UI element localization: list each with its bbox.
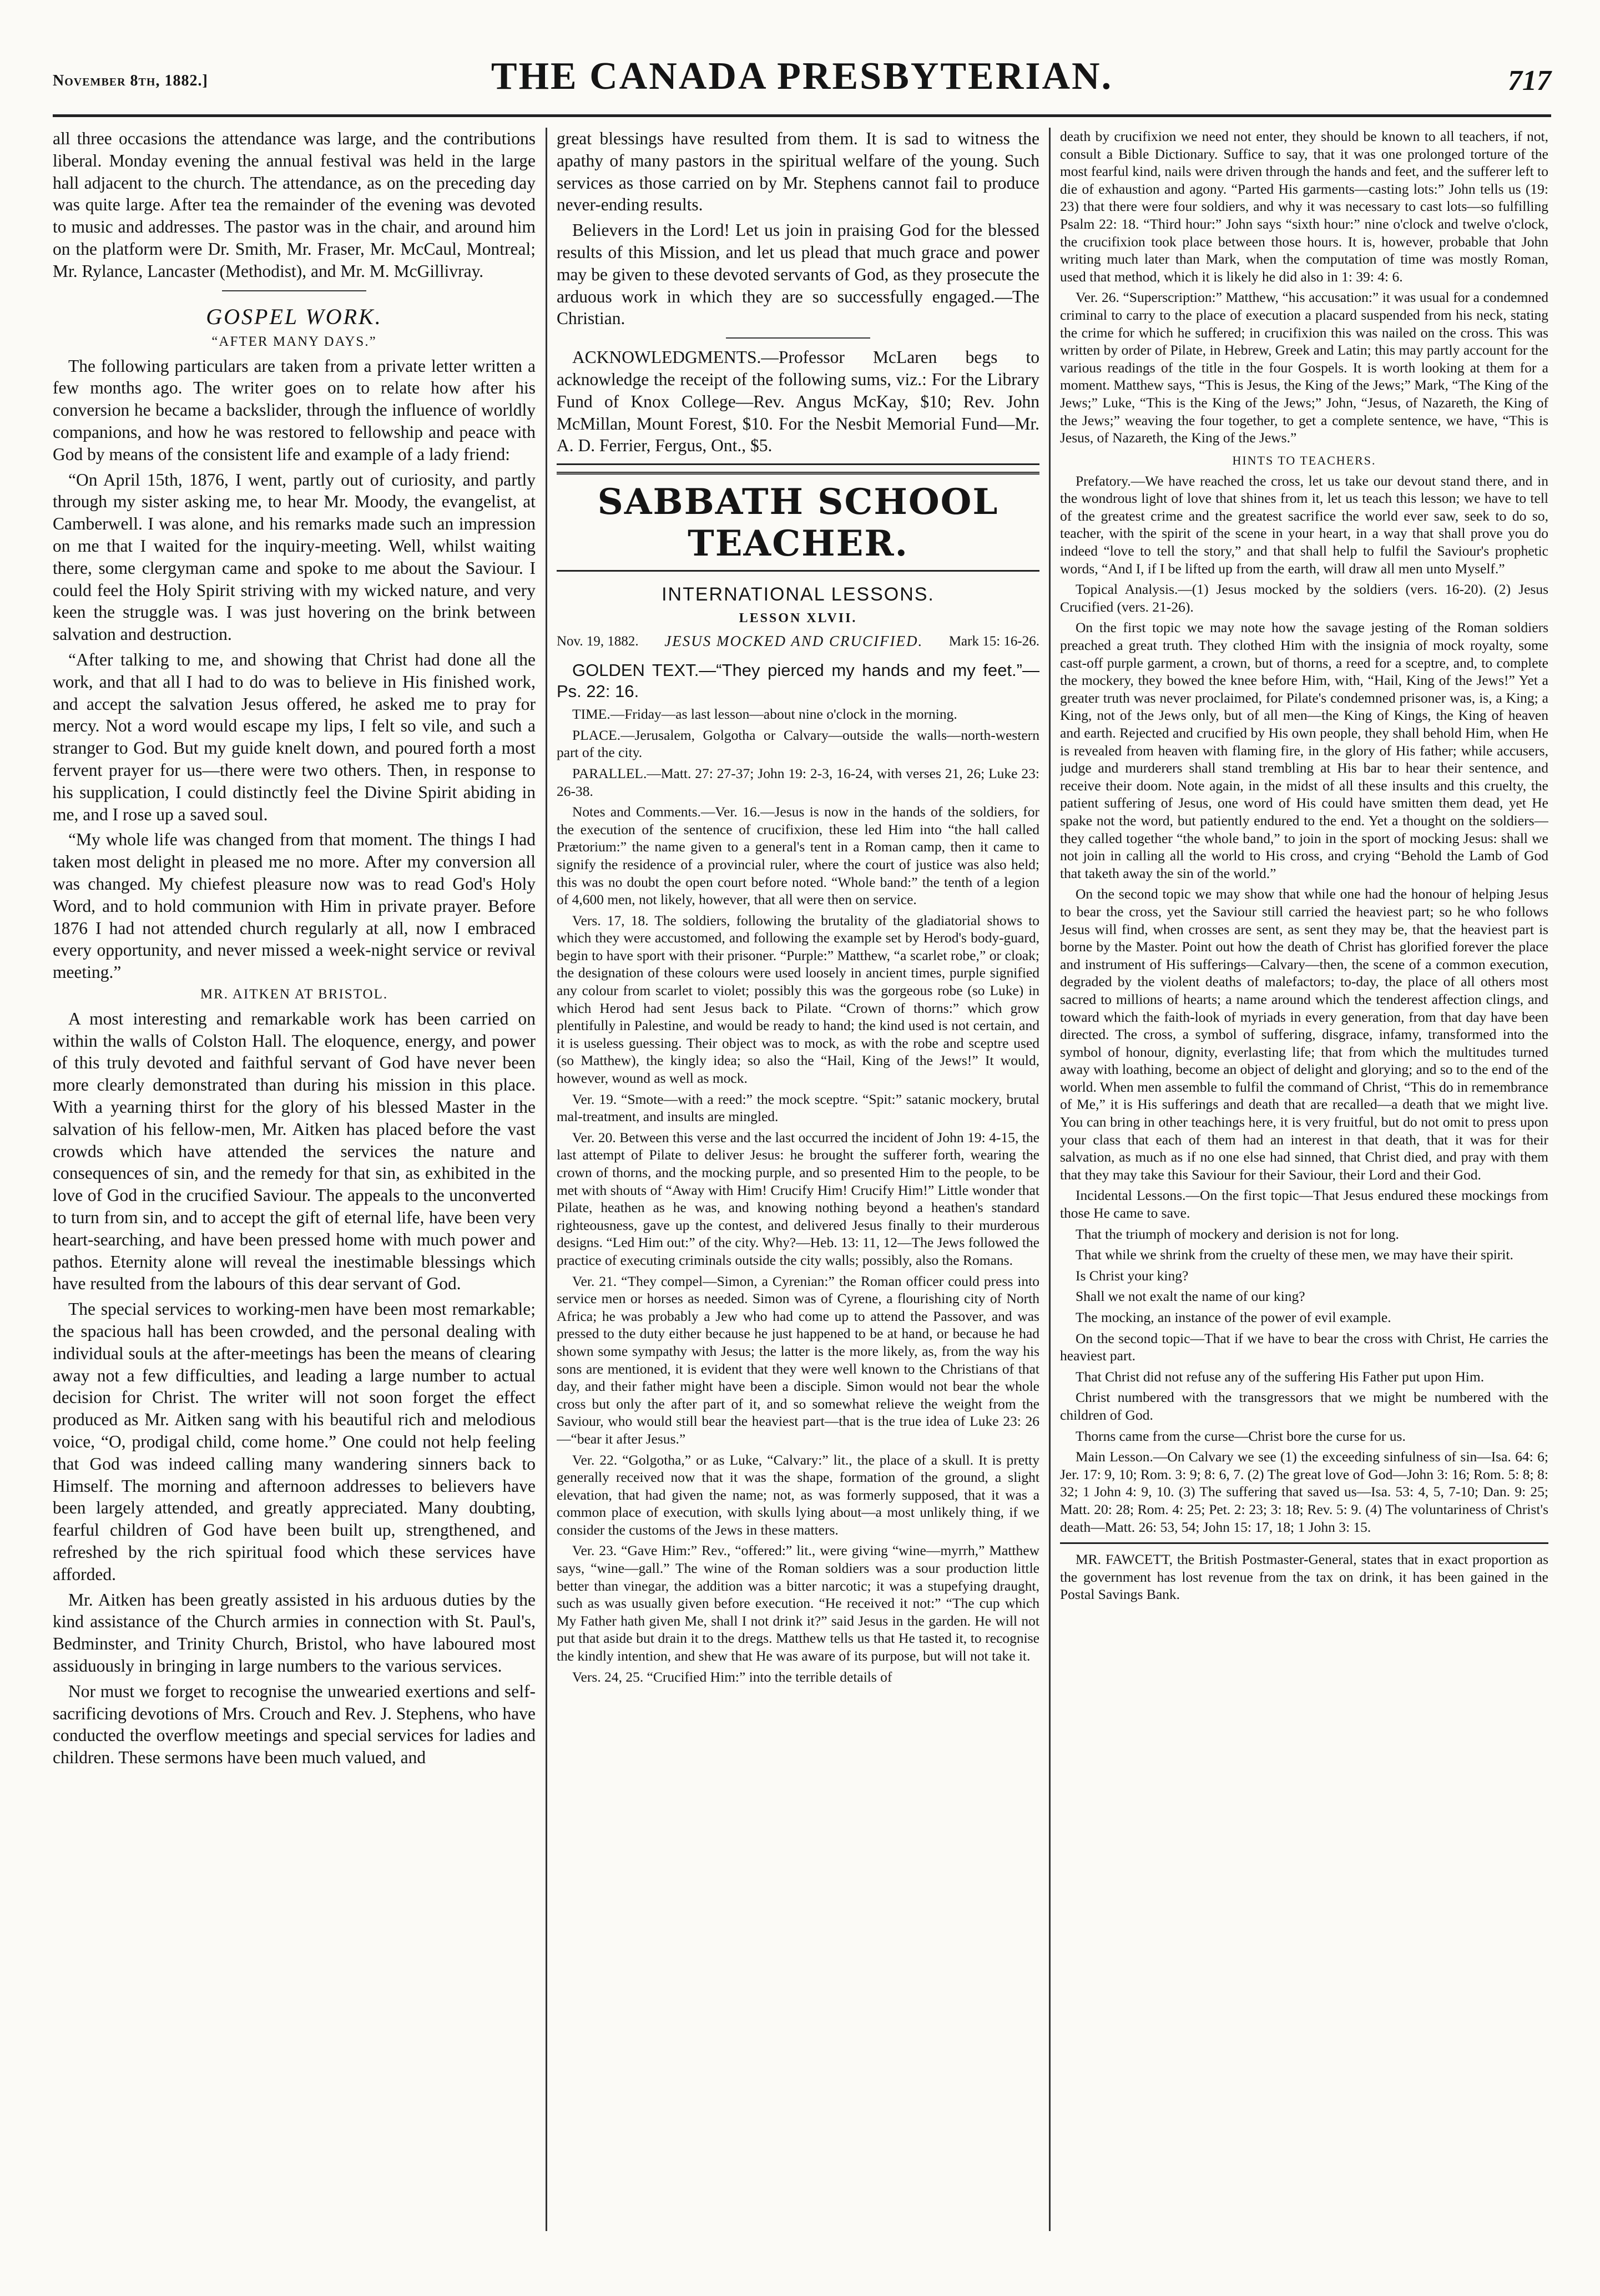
lesson-number: LESSON XLVII. [739,611,857,626]
paragraph: Nor must we forget to recognise the unwearied exertions and self-sacrificing devotions of Mrs. Crouch and Rev. J. Stephens, who have conducted the overflow meetings and special services for ladies and children. These sermons have been much valued, and [53,1681,536,1768]
paragraph: death by crucifixion we need not enter, they should be known to all teachers, if not, consult a Bible Dictionary. Suffice to say, that it was one prolonged torture of the most fearful kind, nails were driven through the hands and feet, and the sufferer left to die of exhaustion and agony. “Parted His garments—casting lots:” John tells us (19: 23) that there were four soldiers, and why it was necessary to cast lots—so fulfilling Psalm 22: 18. “Third hour:” John says “sixth hour:” nine o'clock and twelve o'clock, the crucifixion took place between those hours. It is, however, probable that John writing much later than Mark, when the computation of time was mostly Roman, used that method, which it is likely he did also in 1: 39: 4: 6. [1060,128,1548,285]
prefatory: Prefatory.—We have reached the cross, let us take our devout stand there, and in the wondrous light of love that shines from it, let us teach this lesson; we have to tell of the greatest crime and the greatest sacrifice the world ever saw, seek to do so, teacher, with the spirit of the scene in your heart, in a way that shall prove you do indeed “love to tell the story,” and that shall help to fulfil the Saviour's prophetic words, “And I, if I be lifted up from the earth, will draw all men unto Myself.” [1060,472,1548,577]
issue-date: November 8th, 1882.] [53,72,208,89]
incidental-lessons: Incidental Lessons.—On the first topic—That Jesus endured these mockings from those He came to save. [1060,1187,1548,1222]
paragraph: Ver. 23. “Gave Him:” Rev., “offered:” lit., were giving “wine—myrrh,” Matthew says, “wine—gall.” The wine of the Roman soldiers was a sour production little better than vinegar, the addition was a bitter narcotic; it was a stupefying draught, such as was usually given before execution. “He received it not:” “The cup which My Father hath given Me, shall I not drink it?” said Jesus in the garden. He will not put that aside but drain it to the dregs. Matthew tells us that He tasted it, to recognise the kindly intention, and shew that He was aware of its purpose, but will not take it. [557,1542,1039,1664]
paragraph: Mr. Aitken has been greatly assisted in his arduous duties by the kind assistance of the Church armies in connection with St. Paul's, Bedminster, and Trinity Church, Bristol, who have laboured most assiduously in bringing in large numbers to the various services. [53,1589,536,1676]
paragraph: The following particulars are taken from a private letter written a few months ago. The writer goes on to relate how after his conversion he became a backslider, through the influence of worldly companions, and how he was restored to fellowship and peace with God by means of the consistent life and example of a lady friend: [53,356,536,464]
incidental-item: That the triumph of mockery and derision is not for long. [1076,1225,1399,1242]
main-lesson: Main Lesson.—On Calvary we see (1) the exceeding sinfulness of sin—Isa. 64: 6; Jer. 17: 9, 10; Rom. 3: 9; 8: 6, 7. (2) The great love of God—John 3: 16; Rom. 5: 8; 8: 32; 1 John 4: 9, 10. (3) The suffering that saved us—Isa. 53: 4, 5, 7-10; Dan. 9: 25; Matt. 20: 28; Rom. 4: 25; Pet. 2: 23; 3: 18; Rev. 5: 9. (4) The voluntariness of Christ's death—Matt. 26: 53, 54; John 15: 17, 18; 1 John 3: 15. [1060,1449,1548,1535]
paragraph: great blessings have resulted from them. It is sad to witness the apathy of many pastors in the spiritual welfare of the young. Such services as those carried on by Mr. Stephens cannot fail to produce never-ending results. [557,129,1039,215]
paragraph: Ver. 21. “They compel—Simon, a Cyrenian:” the Roman officer could press into service men or horses as needed. Simon was of Cyrene, a flourishing city of North Africa; he was probably a Jew who had come up to attend the Passover, and was pressed to the duty either because he just happened to be at hand, or because he had shown some sympathy with Jesus; the latter is the more likely, as, from the way his sons are mentioned, it is evident that they were well known to the Christians of that day, and their father might have been a disciple. Simon would not bear the whole cross but only the after part of it, and so somewhat relieve the weight from the Saviour, who would still bear the heaviest part—that is the true idea of Luke 23: 26—“bear it after Jesus.” [557,1273,1039,1447]
paragraph: The special services to working-men have been most remarkable; the spacious hall has been crowded, and the personal dealing with individual souls at the after-meetings has been the means of clearing away not a few difficulties, and leading a large number to actual decision for Christ. The writer will not soon forget the effect produced as Mr. Aitken sang with his beautiful rich and melodious voice, “O, prodigal child, come home.” One could not help feeling that God was indeed calling many wandering sinners back to Himself. The morning and afternoon addresses to believers have been largely attended, and greatly appreciated. Many doubting, fearful children of God have been built up, strengthened, and refreshed by the rich spiritual food which these services have afforded. [53,1299,536,1584]
fawcett-note: MR. FAWCETT, the British Postmaster-General, states that in exact proportion as the government has lost revenue from the tax on drink, it has been gained in the Postal Savings Bank. [1060,1551,1548,1603]
lesson-time: TIME.—Friday—as last lesson—about nine o'clock in the morning. [572,706,957,723]
international-lessons-heading: INTERNATIONAL LESSONS. [662,584,935,605]
column-1 [53,128,536,2237]
paragraph: Ver. 19. “Smote—with a reed:” the mock sceptre. “Spit:” satanic mockery, brutal mal-treatment, and insults are mingled. [557,1091,1039,1125]
notes-and-comments: Notes and Comments.—Ver. 16.—Jesus is now in the hands of the soldiers, for the execution of the sentence of crucifixion, these led Him into “the hall called Prætorium:” the name given to a general's tent in a Roman camp, then it came to signify the residence of a provincial ruler, where the court of justice was also held; this was no doubt the open court before noted. “Whole band:” the tenth of a legion of 4,600 men, not likely, however, that all were then on service. [557,804,1039,908]
section-rule [1060,1542,1548,1544]
lesson-parallel: PARALLEL.—Matt. 27: 27-37; John 19: 2-3, 16-24, with verses 21, 26; Luke 23: 26-38. [557,765,1039,799]
paragraph: all three occasions the attendance was large, and the contributions liberal. Monday evening the annual festival was held in the large hall adjacent to the church. The attendance, as on the preceding day was quite large. After tea the remainder of the evening was devoted to music and addresses. The pastor was in the chair, and around him on the platform were Dr. Smith, Mr. Fraser, Mr. McCaul, Montreal; Mr. Rylance, Lancaster (Methodist), and Mr. M. McGillivray. [53,129,536,281]
paragraph: On the second topic we may show that while one had the honour of helping Jesus to bear the cross, yet the Saviour still carried the heaviest part; so he who follows Jesus will find, when crosses are sent, as sent they may be, that the heaviest part is borne by the Master. Point out how the death of Christ has glorified forever the place and instrument of His sufferings—Calvary—then, the scene of a common execution, degraded by the violent deaths of malefactors; to-day, the place of all others most sacred to millions of hearts; a name around which the tenderest affection clings, and toward which the faith-look of myriads in every generation, from that day have been directed. The cross, a symbol of suffering, disgrace, infamy, transformed into the symbol of honour, dignity, everlasting life; that from which the multitudes turned away with loathing, become an object of delight and glorying; and so to the end of the world. When men assemble to fulfil the command of Christ, “This do in remembrance of Me,” it is His sufferings and death that are recalled—a death that we might live. You can bring in other teachings here, it is very fruitful, but do not omit to press upon your class that each of them had an interest in that death, that it was for their salvation, as much as if no one else had sinned, that Christ died, and pray with them that they may take this Saviour for their Saviour, their Lord and their God. [1060,886,1548,1183]
paragraph: Vers. 24, 25. “Crucified Him:” into the terrible details of [572,1668,892,1685]
paragraph: A most interesting and remarkable work has been carried on within the walls of Colston Hall. The eloquence, energy, and power of this truly devoted and faithful servant of God have never been more clearly demonstrated than during his mission in this place. With a yearning thirst for the glory of his blessed Master in the salvation of his fellow-men, Mr. Aitken has placed before the vast crowds which have attended the services the nature and consequences of sin, and the remedy for that sin, as exhibited in the love of God in the crucified Saviour. The appeals to the unconverted to turn from sin, and to accept the gift of eternal life, have been very heart-searching, and have been pressed home with much power and pathos. Eternity alone will reveal the inestimable blessings which have resulted from the labours of this dear servant of God. [53,1008,536,1294]
incidental-item: That Christ did not refuse any of the suffering His Father put upon Him. [1076,1368,1485,1385]
paragraph: Vers. 17, 18. The soldiers, following the brutality of the gladiatorial shows to which they were accustomed, and following the example set by Herod's body-guard, begin to have sport with their prisoner. “Purple:” Matthew, “a scarlet robe,” or cloak; the designation of these colours were used loosely in ancient times, purple signified any colour from scarlet to violet; possibly this was the gorgeous robe (so Luke) in which Herod had sent Jesus back to Pilate. “Crown of thorns:” which grow plentifully in Palestine, and would be ready to hand; the kind used is not certain, and it is useless guessing. Their object was to mock, as with the robe and sceptre used (so Matthew), the kingly idea; so also the “Hail, King of the Jews!” It would, however, wound as well as mock. [557,912,1039,1087]
section-heading-gospel-work: GOSPEL WORK. [206,304,382,329]
subheading-after-many-days: “AFTER MANY DAYS.” [211,334,377,349]
paragraph: “On April 15th, 1876, I went, partly out of curiosity, and partly through my sister asking me, to hear Mr. Moody, the evangelist, at Camberwell. I was alone, and his remarks made such an impression on me that I waited for the inquiry-meeting. Well, whilst waiting there, some clergyman came and spoke to me about the Saviour. I could feel the Holy Spirit striving with my wicked nature, and very keen the struggle was. I was just hovering on the brink between salvation and destruction. [53,470,536,644]
paragraph: “After talking to me, and showing that Christ had done all the work, and that all I had to do was to believe in His finished work, and accept the salvation Jesus offered, he asked me to pray for mercy. Not a word would escape my lips, I felt so vile, and such a stranger to God. But my guide knelt down, and poured forth a most fervent prayer for us—there were two others. Then, in response to his supplication, I could distinctly feel the Divine Spirit abiding in me, and I rose up a saved soul. [53,649,536,824]
incidental-item: The mocking, an instance of the power of evil example. [1076,1309,1391,1325]
masthead [53,54,1551,110]
lesson-date: Nov. 19, 1882. [557,633,639,649]
hints-to-teachers-heading: HINTS TO TEACHERS. [1232,453,1376,467]
column-2 [557,128,1039,2237]
incidental-item: Shall we not exalt the name of our king? [1076,1288,1305,1305]
topical-analysis: Topical Analysis.—(1) Jesus mocked by the soldiers (vers. 16-20). (2) Jesus Crucified (vers. 21-26). [1060,581,1548,615]
masthead-rule [53,114,1551,117]
incidental-item: On the second topic—That if we have to bear the cross with Christ, He carries the heaviest part. [1060,1330,1548,1364]
column-divider [546,128,547,2231]
paragraph: “My whole life was changed from that moment. The things I had taken most delight in pleased me no more. After my conversion all was changed. My chiefest pleasure now was to read God's Holy Word, and to hold communion with Him in private prayer. Before 1876 I had not attended church regularly at all, now I embraced every opportunity, and never missed a week-night service or revival meeting.” [53,830,536,982]
paragraph: Believers in the Lord! Let us join in praising God for the blessed results of this Mission, and let us plead that much grace and power may be given to these devoted servants of God, as they prosecute the arduous work in which they are so successfully engaged.—The Christian. [557,220,1039,329]
incidental-item: Is Christ your king? [1076,1267,1189,1284]
subheading-aitken: MR. AITKEN AT BRISTOL. [200,986,388,1002]
newspaper-title: THE CANADA PRESBYTERIAN. [491,55,1113,98]
lesson-place: PLACE.—Jerusalem, Golgotha or Calvary—outside the walls—north-western part of the city. [557,726,1039,761]
column-divider [1049,128,1051,2231]
lesson-title: JESUS MOCKED AND CRUCIFIED. [664,633,923,650]
column-3 [1060,128,1548,2237]
golden-text: GOLDEN TEXT.—“They pierced my hands and my feet.”—Ps. 22: 16. [557,660,1039,702]
paragraph: Ver. 26. “Superscription:” Matthew, “his accusation:” it was usual for a condemned criminal to carry to the place of execution a placard suspended from his neck, stating the crime for which he suffered; in crucifixion this was nailed on the cross. This was written by order of Pilate, in Hebrew, Greek and Latin; this may partly account for the various readings of the title in the four Gospels. It is worth looking at them for a moment. Matthew says, “This is Jesus, the King of the Jews;” Mark, “The King of the Jews;” Luke, “This is the King of the Jews;” John, “Jesus, of Nazareth, the King of the Jews;” weaving the four together, to get a complete sentence, we have, “This is Jesus, of Nazareth, the King of the Jews.” [1060,289,1548,446]
paragraph: Ver. 20. Between this verse and the last occurred the incident of John 19: 4-15, the last attempt of Pilate to deliver Jesus: he brought the sufferer forth, wearing the crown of thorns, and the mocking purple, and so presented Him to the people, to be met with shouts of “Away with Him! Crucify Him! Crucify Him!” Little wonder that Pilate, heathen as he was, and knowing nothing beyond a heathen's standard righteousness, gave up the contest, and delivered Jesus finally to their murderous designs. “Led Him out:” of the city. Why?—Heb. 13: 11, 12—The Jews followed the practice of executing criminals outside the city walls; possibly, also the Romans. [557,1129,1039,1268]
incidental-item: Christ numbered with the transgressors that we might be numbered with the children of God. [1060,1389,1548,1423]
acknowledgments: ACKNOWLEDGMENTS.—Professor McLaren begs to acknowledge the receipt of the following sums, viz.: For the Library Fund of Knox College—Rev. Angus McKay, $10; Rev. John McMillan, Mount Forest, $10. For the Nesbit Memorial Fund—Mr. A. D. Ferrier, Fergus, Ont., $5. [557,347,1039,456]
incidental-item: Thorns came from the curse—Christ bore the curse for us. [1076,1427,1406,1444]
page-number: 717 [1508,65,1551,97]
section-rule [726,337,870,339]
paragraph: Ver. 22. “Golgotha,” or as Luke, “Calvary:” lit., the place of a skull. It is pretty generally received now that it was the shape, formation of the ground, a slight elevation, that had given the name; not, as was formerly supposed, that it was a common place of execution, with skulls lying about—a most unlikely thing, if we consider the customs of the Jews in these matters. [557,1451,1039,1538]
section-banner-sabbath-school: SABBATH SCHOOL TEACHER. [557,472,1039,572]
section-rule [222,290,366,291]
section-rule [557,463,1039,465]
lesson-reference: Mark 15: 16-26. [948,633,1039,649]
incidental-item: That while we shrink from the cruelty of these men, we may have their spirit. [1076,1247,1513,1263]
lesson-title-line [557,633,1039,650]
paragraph: On the first topic we may note how the savage jesting of the Roman soldiers preached a great truth. They clothed Him with the insignia of mock royalty, some cast-off purple garment, a crown, but of thorns, a reed for a sceptre, and, to complete the mockery, they bowed the knee before Him, with, “Hail, King of the Jews!” Yet a greater truth was never proclaimed, for Pilate's condemned prisoner was, is, a King; a King, not of the Jews only, but of all men—the King of Kings, the King of heaven and earth. Rejected and crucified by His own people, they shall behold Him, when He is revealed from heaven with flaming fire, in the glory of His father; while accusers, judge and murderers shall stand trembling at His bar to hear their sentence, and receive their doom. Note again, in the midst of all these insults and this cruelty, the patient suffering of Jesus, one word of His could have smitten them dead, yet He spake not the word, but patiently endured to the end. Yet a thought on the soldiers—they called together “the whole band,” to join in the sport of mocking Jesus: shall we not join in calling all the world to His cross, and crying “Behold the Lamb of God that taketh away the sin of the world.” [1060,619,1548,881]
